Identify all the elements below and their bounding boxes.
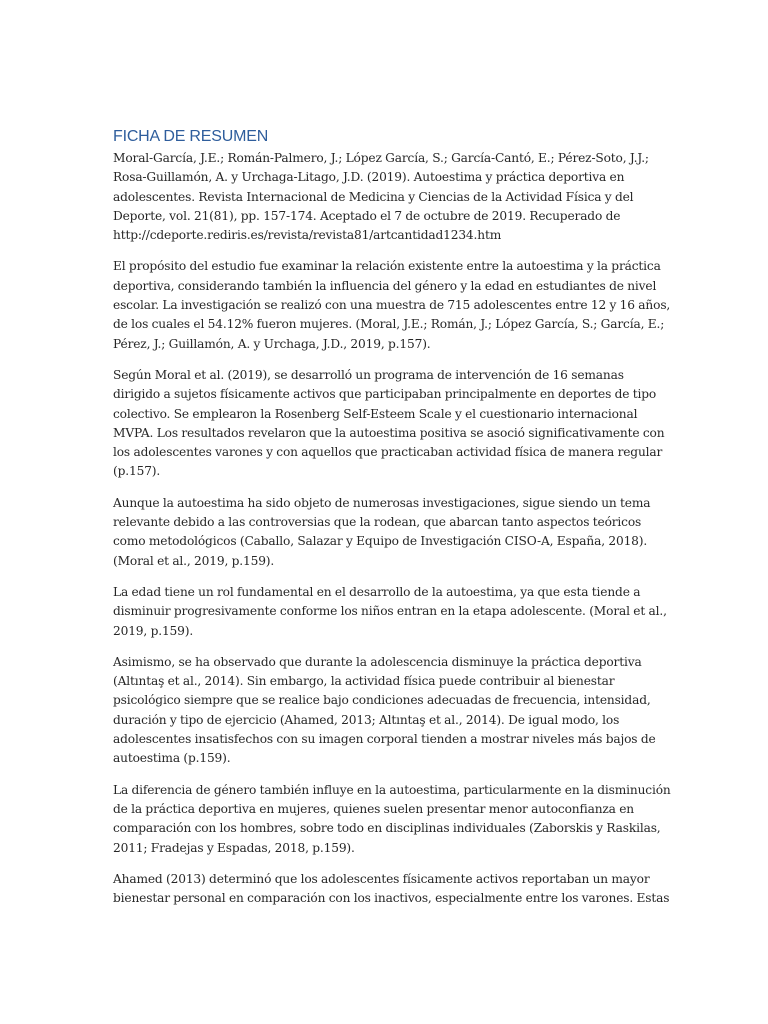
text-line: El propósito del estudio fue examinar la relación existente entre la autoestima y la práctica [113,259,661,274]
text-line: Aunque la autoestima ha sido objeto de numerosas investigaciones, sigue siendo un tema [113,495,651,510]
paragraph [113,366,665,482]
text-line: adolescentes insatisfechos con su imagen corporal tienden a mostrar niveles más bajos de [113,732,656,747]
text-line: (p.157). [113,464,161,479]
paragraph-text [113,257,671,353]
paragraph [113,494,661,571]
paragraph-text [113,149,661,245]
paragraph-text [113,781,671,858]
text-line: deportiva, considerando también la influencia del género y la edad en estudiantes de nivel [113,278,657,293]
text-line: Deporte, vol. 21(81), pp. 157-174. Aceptado el 7 de octubre de 2019. Recuperado de [113,208,621,223]
text-line: Pérez, J.; Guillamón, A. y Urchaga, J.D., 2019, p.157). [113,336,431,351]
text-line: http://cdeporte.rediris.es/revista/revista81/artcantidad1234.htm [113,228,502,243]
text-line: 2011; Fradejas y Espadas, 2018, p.159). [113,840,355,855]
text-line: 2019, p.159). [113,623,194,638]
text-line: escolar. La investigación se realizó con una muestra de 715 adolescentes entre 12 y 16 años, [113,298,671,313]
document-body [113,124,671,920]
text-line: de la práctica deportiva en mujeres, quienes suelen presentar menor autoconfianza en [113,801,634,816]
text-line: psicológico siempre que se realice bajo condiciones adecuadas de frecuencia, intensidad, [113,693,651,708]
paragraph-text [113,494,661,571]
paragraph-list [113,149,671,908]
text-line: colectivo. Se emplearon la Rosenberg Self-Esteem Scale y el cuestionario internacional [113,406,638,421]
text-line: (Altıntaş et al., 2014). Sin embargo, la actividad física puede contribuir al bienestar [113,674,615,689]
paragraph-text [113,870,670,909]
text-line: duración y tipo de ejercicio (Ahamed, 2013; Altıntaş et al., 2014). De igual modo, los [113,712,620,727]
text-line: La edad tiene un rol fundamental en el desarrollo de la autoestima, ya que esta tiende a [113,584,641,599]
paragraph-text [113,653,661,769]
text-line: (Moral et al., 2019, p.159). [113,553,275,568]
paragraph [113,870,670,909]
text-line: Ahamed (2013) determinó que los adolescentes físicamente activos reportaban un mayor [113,871,650,886]
text-line: los adolescentes varones y con aquellos que practicaban actividad física de manera regular [113,445,663,460]
paragraph [113,653,661,769]
paragraph-text [113,583,667,641]
paragraph [113,149,661,245]
text-line: bienestar personal en comparación con los inactivos, especialmente entre los varones. Estas [113,891,670,906]
text-line: relevante debido a las controversias que la rodean, que abarcan tanto aspectos teóricos [113,515,642,530]
text-line: La diferencia de género también influye en la autoestima, particularmente en la disminución [113,782,671,797]
text-line: autoestima (p.159). [113,751,231,766]
text-line: Moral-García, J.E.; Román-Palmero, J.; López García, S.; García-Cantó, E.; Pérez-Soto, J.J.; [113,151,649,165]
text-line: de los cuales el 54.12% fueron mujeres. (Moral, J.E.; Román, J.; López García, S.; García, E.; [113,317,665,332]
text-line: dirigido a sujetos físicamente activos que participaban principalmente en deportes de tipo [113,387,657,402]
text-line: como metodológicos (Caballo, Salazar y Equipo de Investigación CISO-A, España, 2018). [113,534,648,549]
paragraph-text [113,366,665,482]
document-title: FICHA DE RESUMEN [113,128,269,145]
paragraph [113,583,667,641]
paragraph [113,781,671,858]
text-line: Según Moral et al. (2019), se desarrolló un programa de intervención de 16 semanas [113,367,624,382]
text-line: Asimismo, se ha observado que durante la adolescencia disminuye la práctica deportiva [113,654,642,669]
text-line: disminuir progresivamente conforme los niños entran en la etapa adolescente. (Moral et al., [113,604,667,619]
paragraph [113,257,671,353]
text-line: adolescentes. Revista Internacional de Medicina y Ciencias de la Actividad Física y del [113,189,634,204]
text-line: comparación con los hombres, sobre todo en disciplinas individuales (Zaborskis y Raskilas, [113,821,661,836]
text-line: MVPA. Los resultados revelaron que la autoestima positiva se asoció significativamente con [113,425,665,440]
text-line: Rosa-Guillamón, A. y Urchaga-Litago, J.D. (2019). Autoestima y práctica deportiva en [113,170,625,185]
